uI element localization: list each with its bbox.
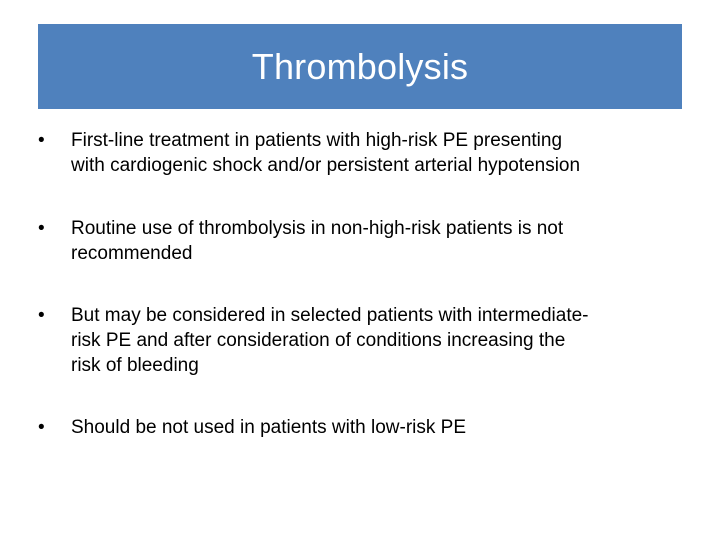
bullet-icon: • [38, 218, 45, 239]
slide-title: Thrombolysis [251, 45, 469, 87]
bullet-text-line: risk of bleeding [71, 355, 199, 376]
bullet-text-line: with cardiogenic shock and/or persistent arterial hypotension [71, 155, 581, 176]
bullet-text-line: risk PE and after consideration of conditions increasing the [71, 330, 566, 351]
bullet-item-low-risk [38, 415, 678, 440]
title-bar [38, 24, 682, 109]
bullet-icon: • [38, 305, 45, 326]
bullet-text-line: But may be considered in selected patients with intermediate- [71, 305, 589, 326]
bullet-text-line: First-line treatment in patients with high-risk PE presenting [71, 130, 563, 151]
bullet-text-line: recommended [71, 243, 193, 264]
bullet-icon: • [38, 417, 45, 438]
bullet-icon: • [38, 130, 45, 151]
bullet-text-line: Should be not used in patients with low-risk PE [71, 417, 466, 438]
bullet-list [38, 128, 678, 440]
bullet-item-may-be-considered [38, 303, 678, 378]
bullet-item-first-line [38, 128, 678, 178]
bullet-text-line: Routine use of thrombolysis in non-high-risk patients is not [71, 218, 564, 239]
bullet-item-routine-use [38, 216, 678, 266]
